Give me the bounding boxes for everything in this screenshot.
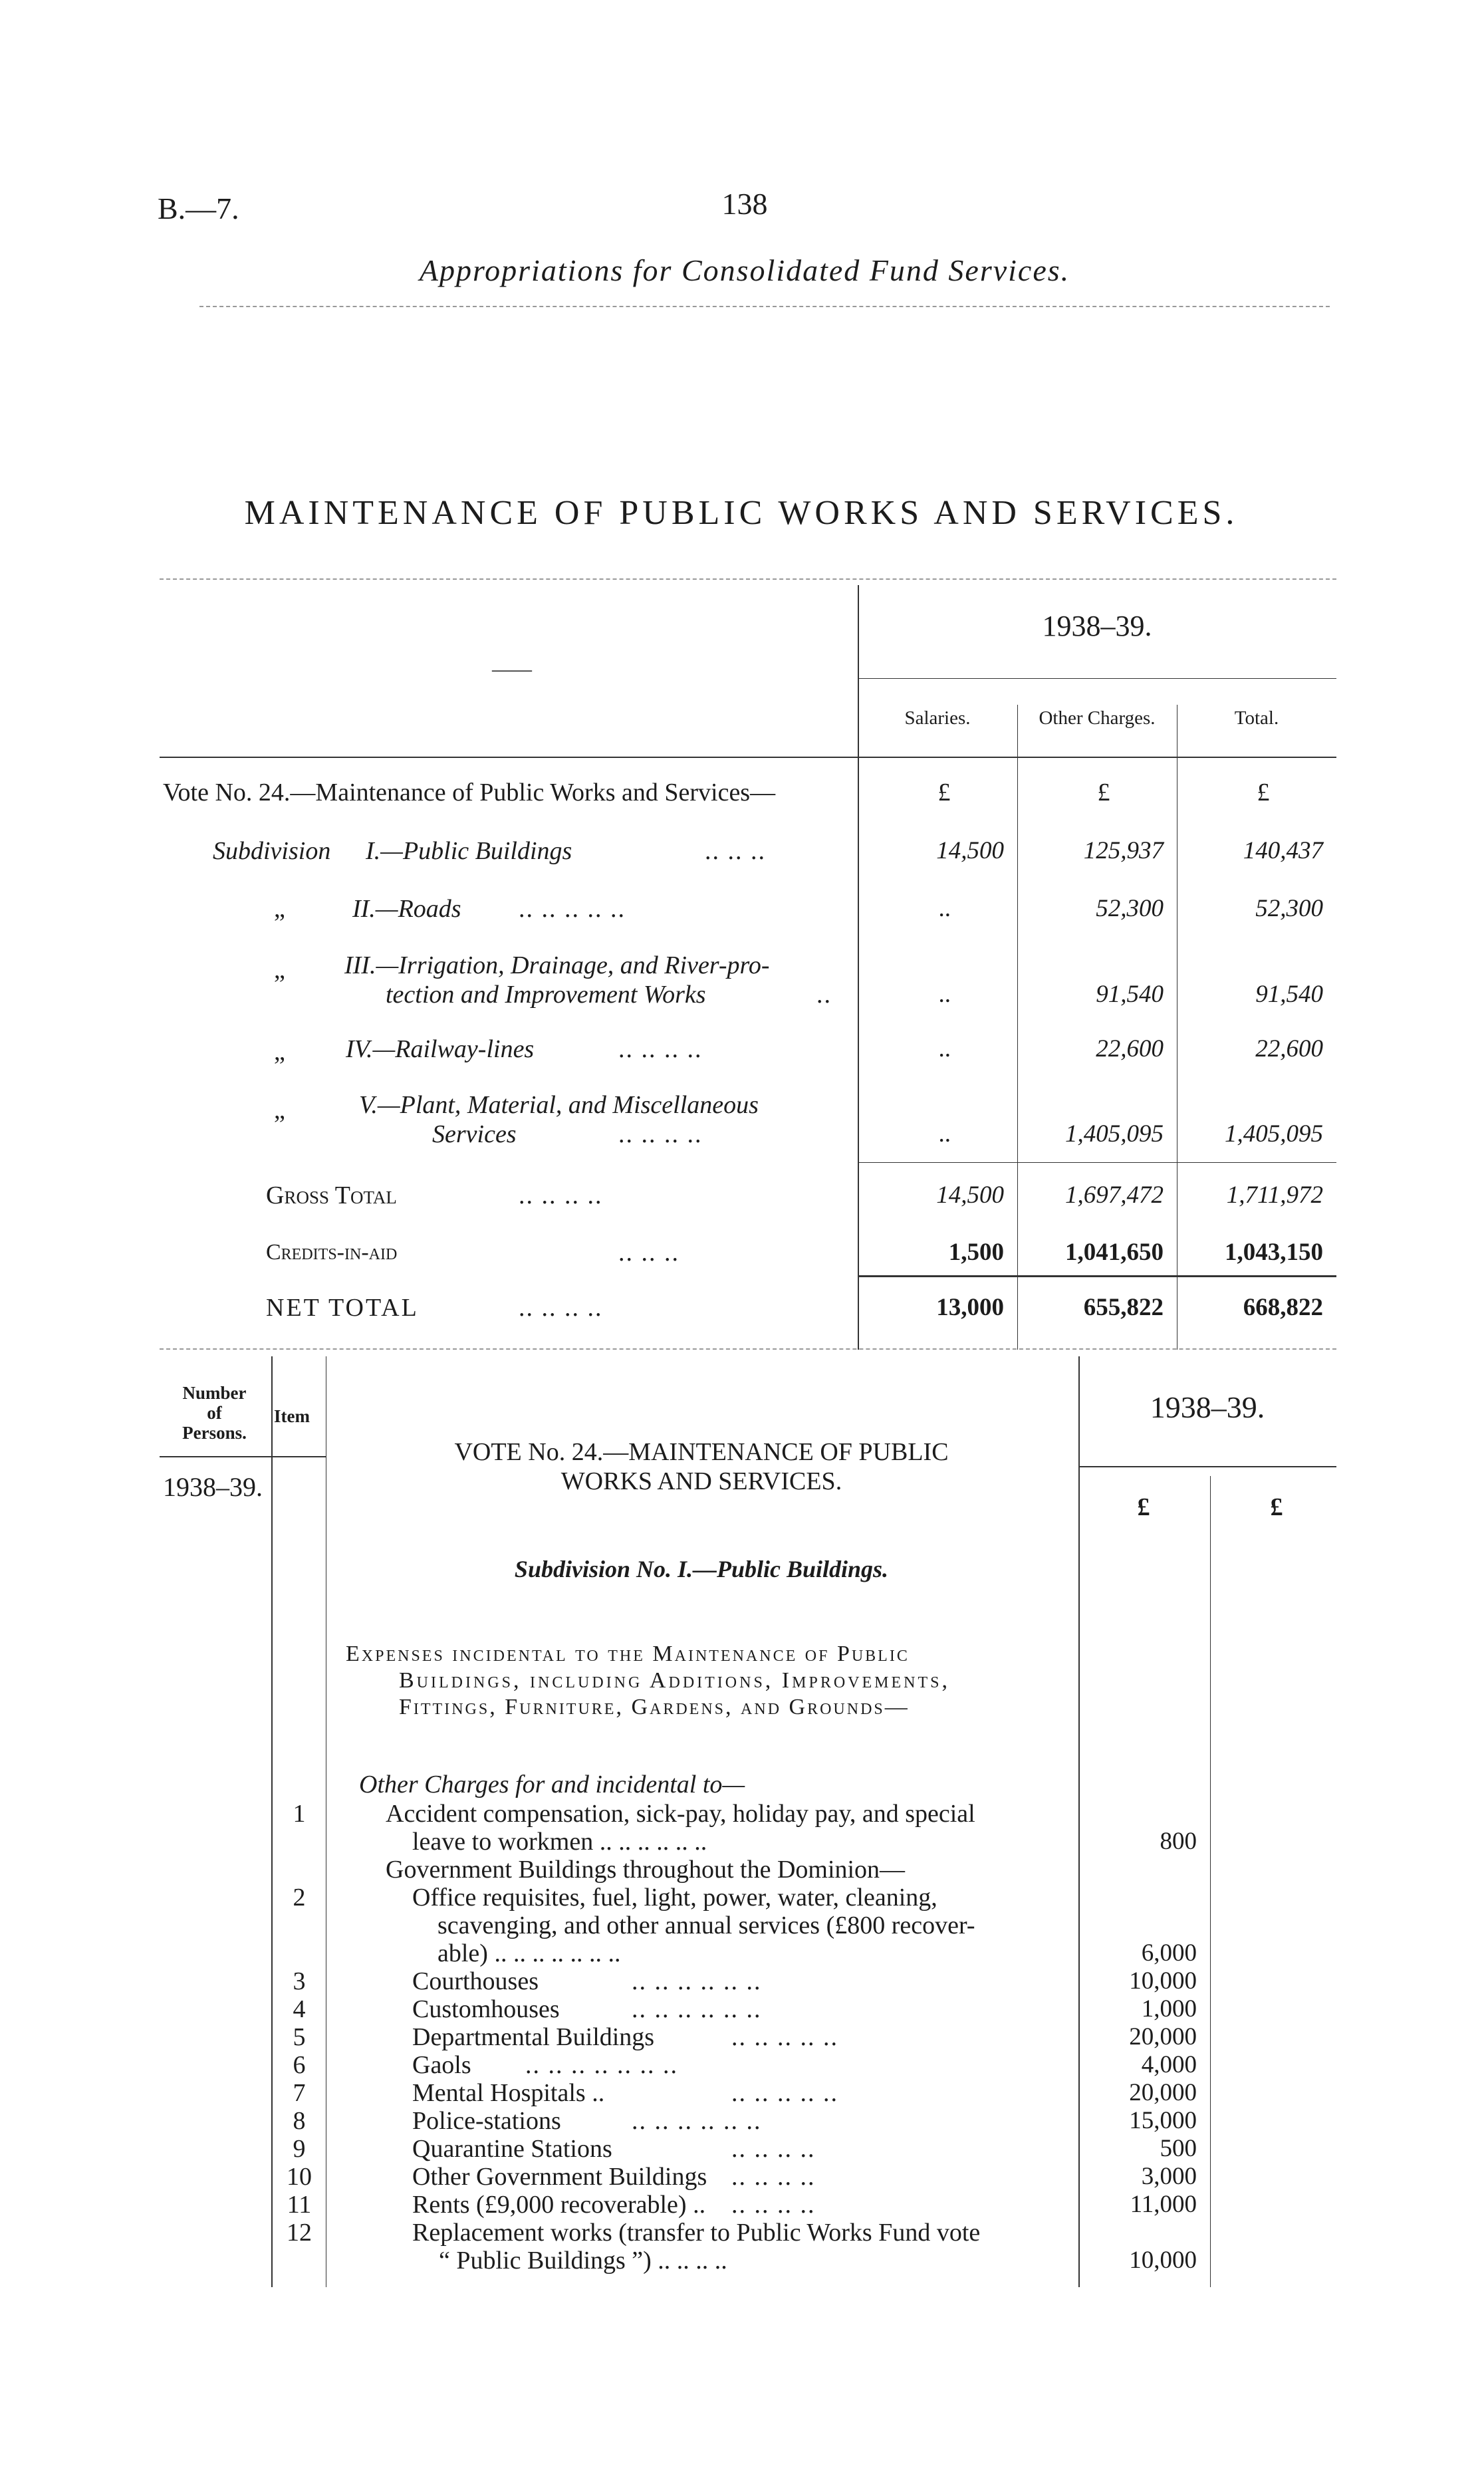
item-amount: 15,000 bbox=[1129, 2107, 1197, 2134]
summary-top-rule bbox=[160, 578, 1336, 580]
item-description: Accident compensation, sick-pay, holiday pay, and special bbox=[386, 1800, 975, 1828]
col-header-salaries: Salaries. bbox=[904, 707, 971, 729]
summary-col-divider-2 bbox=[1017, 705, 1018, 1350]
credits-other-charges: 1,041,650 bbox=[1065, 1239, 1164, 1266]
number-of-persons-line-1: Number bbox=[182, 1383, 247, 1403]
credits-total: 1,043,150 bbox=[1225, 1239, 1323, 1266]
item-amount: 20,000 bbox=[1129, 2079, 1197, 2106]
item-description-continued: leave to workmen .. .. .. .. .. .. bbox=[412, 1828, 707, 1856]
subdivision-prefix: Subdivision bbox=[213, 837, 331, 865]
row-leader-dots: .. .. .. .. .. .. bbox=[632, 1967, 762, 1995]
row-leader-dots: .. .. .. .. .. .. .. bbox=[525, 2051, 678, 2079]
other-charges-heading: Other Charges for and incidental to— bbox=[359, 1771, 745, 1798]
net-salaries: 13,000 bbox=[936, 1294, 1004, 1321]
item-description-continued: able) .. .. .. .. .. .. .. bbox=[437, 1939, 621, 1967]
detail-year-right: 1938–39. bbox=[1150, 1390, 1265, 1424]
row-total: 52,300 bbox=[1255, 895, 1323, 922]
item-header: Item bbox=[274, 1406, 310, 1426]
col-header-total: Total. bbox=[1234, 707, 1279, 729]
item-description-continued: “ Public Buildings ”) .. .. .. .. bbox=[439, 2247, 727, 2275]
item-description: Rents (£9,000 recoverable) .. bbox=[412, 2191, 706, 2219]
subdivision-heading: Subdivision No. I.—Public Buildings. bbox=[514, 1556, 889, 1582]
row-leader-dots: .. .. .. .. .. bbox=[519, 895, 626, 923]
expenses-heading-line-1: Expenses incidental to the Maintenance of Public bbox=[346, 1642, 910, 1666]
gross-other-charges: 1,697,472 bbox=[1065, 1181, 1164, 1209]
detail-currency-2: £ bbox=[1270, 1493, 1283, 1521]
item-header-rule bbox=[271, 1456, 326, 1457]
summary-year-rule bbox=[858, 678, 1336, 679]
subdivision-label: IV.—Railway-lines bbox=[346, 1035, 535, 1063]
item-amount: 10,000 bbox=[1129, 2247, 1197, 2274]
item-description: Quarantine Stations bbox=[412, 2135, 612, 2163]
currency-salaries: £ bbox=[937, 779, 951, 806]
subdivision-label: II.—Roads bbox=[352, 895, 461, 923]
item-amount: 1,000 bbox=[1141, 1995, 1197, 2023]
col-header-other-charges: Other Charges. bbox=[1039, 707, 1156, 729]
item-description: Departmental Buildings bbox=[412, 2023, 655, 2051]
row-total: 1,405,095 bbox=[1225, 1120, 1323, 1148]
row-leader-dots: .. .. .. .. bbox=[519, 1294, 603, 1322]
row-leader-dots: .. .. .. .. bbox=[519, 1181, 603, 1209]
summary-col-divider-1 bbox=[858, 585, 859, 1350]
credits-salaries: 1,500 bbox=[948, 1239, 1004, 1266]
row-leader-dots: .. bbox=[816, 981, 832, 1009]
gross-total: 1,711,972 bbox=[1226, 1181, 1323, 1209]
detail-year-left: 1938–39. bbox=[163, 1472, 263, 1502]
row-other-charges: 22,600 bbox=[1096, 1035, 1164, 1062]
row-leader-dots: .. .. .. bbox=[618, 1239, 680, 1267]
row-other-charges: 52,300 bbox=[1096, 895, 1164, 922]
ditto-mark: „ bbox=[274, 956, 285, 984]
row-salaries: .. bbox=[938, 981, 951, 1008]
row-salaries: .. bbox=[938, 895, 951, 922]
row-leader-dots: .. .. .. .. .. bbox=[731, 2079, 838, 2107]
row-leader-dots: .. .. .. bbox=[705, 837, 766, 865]
item-description: Office requisites, fuel, light, power, water, cleaning, bbox=[412, 1884, 937, 1911]
row-salaries: 14,500 bbox=[936, 837, 1004, 864]
item-description: Police-stations bbox=[412, 2107, 561, 2135]
row-total: 22,600 bbox=[1255, 1035, 1323, 1062]
row-other-charges: 91,540 bbox=[1096, 981, 1164, 1008]
item-number: 4 bbox=[293, 1995, 306, 2023]
item-description: Replacement works (transfer to Public Works Fund vote bbox=[412, 2219, 981, 2247]
summary-heading-dash: —— bbox=[492, 658, 532, 680]
row-salaries: .. bbox=[938, 1035, 951, 1062]
row-other-charges: 1,405,095 bbox=[1065, 1120, 1164, 1148]
amount-col-divider-1 bbox=[1078, 1356, 1080, 2287]
ditto-mark: „ bbox=[274, 1096, 285, 1124]
item-amount: 4,000 bbox=[1141, 2051, 1197, 2078]
net-total-label: NET TOTAL bbox=[266, 1294, 419, 1322]
summary-header-rule bbox=[160, 757, 1336, 758]
item-number: 1 bbox=[293, 1800, 306, 1828]
subtotal-rule bbox=[858, 1162, 1336, 1163]
credits-in-aid-label: Credits-in-aid bbox=[266, 1240, 398, 1265]
vote-title-line-1: VOTE No. 24.—MAINTENANCE OF PUBLIC bbox=[454, 1438, 949, 1466]
subdivision-label: V.—Plant, Material, and Miscellaneous bbox=[359, 1091, 759, 1119]
persons-header-rule bbox=[160, 1456, 271, 1457]
running-title: Appropriations for Consolidated Fund Services. bbox=[419, 253, 1070, 287]
row-leader-dots: .. .. .. .. bbox=[618, 1035, 703, 1063]
row-leader-dots: .. .. .. .. bbox=[731, 2191, 816, 2219]
gross-total-label: Gross Total bbox=[266, 1181, 397, 1209]
row-leader-dots: .. .. .. .. bbox=[731, 2135, 816, 2163]
item-number: 9 bbox=[293, 2135, 306, 2163]
row-leader-dots: .. .. .. .. .. bbox=[731, 2023, 838, 2051]
net-total: 668,822 bbox=[1243, 1294, 1323, 1321]
summary-bottom-rule bbox=[160, 1348, 1336, 1350]
currency-total: £ bbox=[1257, 779, 1270, 806]
page-reference: B.—7. bbox=[158, 191, 239, 225]
government-buildings-heading: Government Buildings throughout the Dominion— bbox=[386, 1856, 906, 1884]
header-rule bbox=[199, 306, 1330, 307]
gross-salaries: 14,500 bbox=[936, 1181, 1004, 1209]
item-amount: 800 bbox=[1160, 1828, 1197, 1855]
subdivision-label-continued: Services bbox=[432, 1120, 517, 1148]
item-number: 10 bbox=[287, 2163, 312, 2191]
subdivision-label-continued: tection and Improvement Works bbox=[386, 981, 706, 1009]
detail-year-rule bbox=[1078, 1466, 1336, 1467]
net-other-charges: 655,822 bbox=[1083, 1294, 1164, 1321]
item-number: 5 bbox=[293, 2023, 306, 2051]
summary-vote-label: Vote No. 24.—Maintenance of Public Works and Services— bbox=[163, 779, 776, 806]
expenses-heading-line-2: Buildings, including Additions, Improvements, bbox=[399, 1668, 950, 1693]
ditto-mark: „ bbox=[274, 895, 285, 923]
row-leader-dots: .. .. .. .. bbox=[731, 2163, 816, 2191]
summary-year-heading: 1938–39. bbox=[1042, 610, 1152, 642]
row-leader-dots: .. .. .. .. .. .. bbox=[632, 2107, 762, 2135]
row-leader-dots: .. .. .. .. .. .. bbox=[632, 1995, 762, 2023]
detail-currency-1: £ bbox=[1137, 1493, 1150, 1521]
item-amount: 10,000 bbox=[1129, 1967, 1197, 1995]
item-description: Gaols bbox=[412, 2051, 471, 2079]
page-number: 138 bbox=[721, 187, 768, 221]
number-of-persons-line-2: of bbox=[207, 1403, 222, 1423]
item-description: Courthouses bbox=[412, 1967, 539, 1995]
expenses-heading-line-3: Fittings, Furniture, Gardens, and Grounds— bbox=[399, 1695, 910, 1719]
ditto-mark: „ bbox=[274, 1038, 285, 1066]
vote-title-line-2: WORKS AND SERVICES. bbox=[560, 1467, 842, 1495]
amount-col-divider-2 bbox=[1210, 1476, 1211, 2287]
item-number: 6 bbox=[293, 2051, 306, 2079]
item-amount: 20,000 bbox=[1129, 2023, 1197, 2050]
row-leader-dots: .. .. .. .. bbox=[618, 1120, 703, 1148]
row-other-charges: 125,937 bbox=[1083, 837, 1164, 864]
row-total: 140,437 bbox=[1243, 837, 1323, 864]
subdivision-label: I.—Public Buildings bbox=[366, 837, 572, 865]
number-of-persons-line-3: Persons. bbox=[182, 1423, 247, 1443]
summary-title: MAINTENANCE OF PUBLIC WORKS AND SERVICES. bbox=[244, 494, 1239, 532]
item-description: Mental Hospitals .. bbox=[412, 2079, 605, 2107]
number-of-persons-header bbox=[160, 1383, 269, 1443]
item-description: Other Government Buildings bbox=[412, 2163, 707, 2191]
subdivision-label: III.—Irrigation, Drainage, and River-pro- bbox=[344, 951, 770, 979]
row-salaries: .. bbox=[938, 1120, 951, 1148]
net-total-rule bbox=[858, 1275, 1336, 1277]
item-number: 2 bbox=[293, 1884, 306, 1911]
item-amount: 500 bbox=[1160, 2135, 1197, 2162]
item-number: 3 bbox=[293, 1967, 306, 1995]
item-description: Customhouses bbox=[412, 1995, 560, 2023]
item-number: 8 bbox=[293, 2107, 306, 2135]
item-description-continued: scavenging, and other annual services (£800 recover- bbox=[437, 1911, 975, 1939]
item-number: 7 bbox=[293, 2079, 306, 2107]
currency-other: £ bbox=[1097, 779, 1110, 806]
item-amount: 3,000 bbox=[1141, 2163, 1197, 2190]
item-amount: 11,000 bbox=[1130, 2191, 1197, 2218]
item-number: 12 bbox=[287, 2219, 312, 2247]
item-number: 11 bbox=[287, 2191, 312, 2219]
item-amount: 6,000 bbox=[1141, 1939, 1197, 1967]
row-total: 91,540 bbox=[1255, 981, 1323, 1008]
persons-col-divider bbox=[271, 1356, 273, 2287]
